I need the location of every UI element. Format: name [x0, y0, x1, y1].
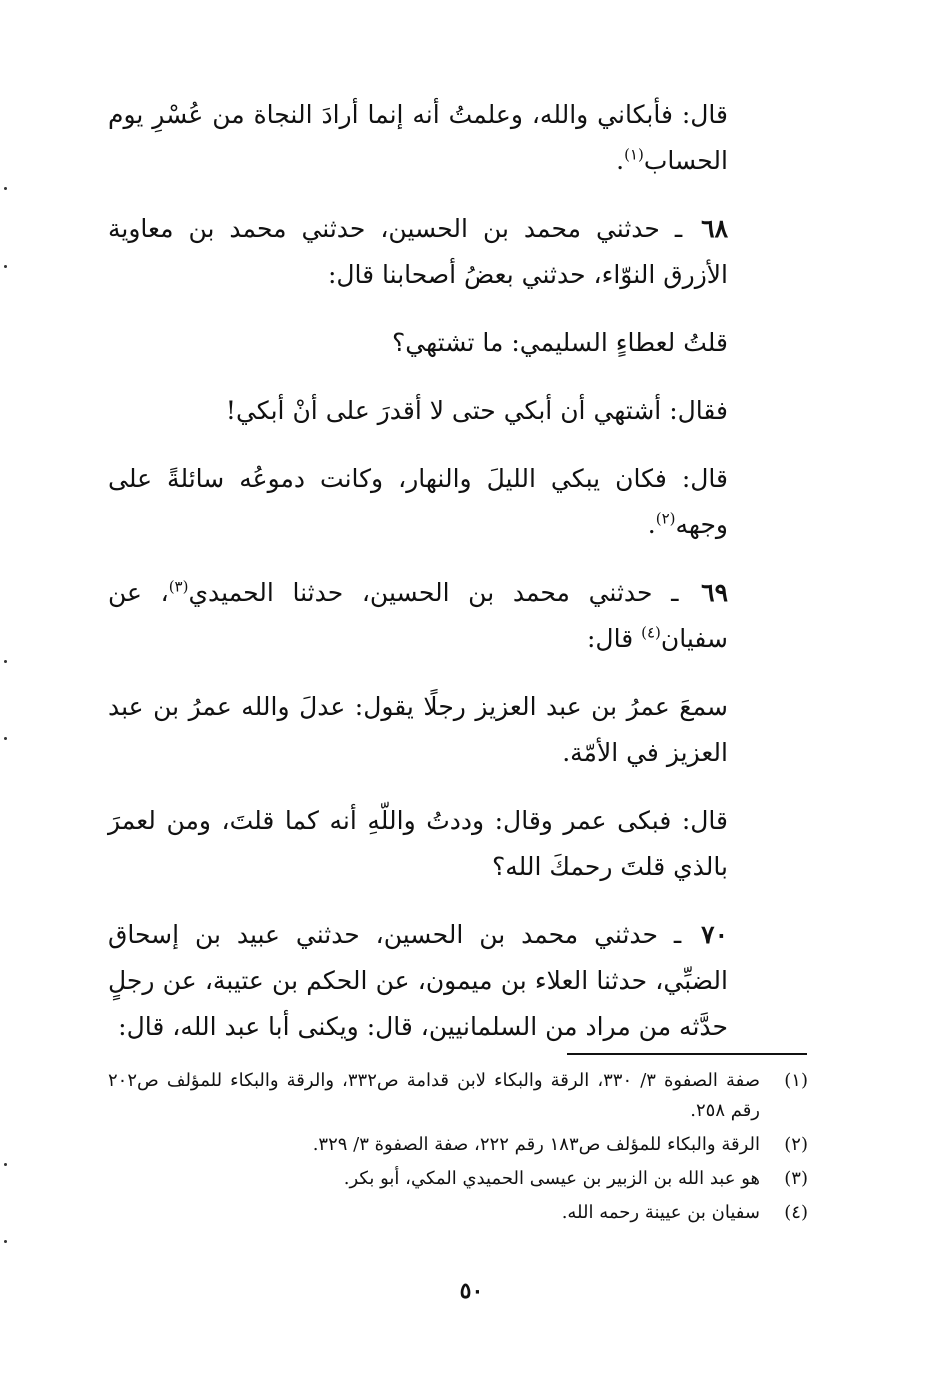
footnote-2 — [108, 1130, 808, 1160]
page-number: ٥٠ — [459, 1278, 484, 1304]
hadith-number-69: ٦٩ — [701, 578, 729, 607]
footnote-number: (٣) — [784, 1168, 808, 1189]
scan-speck — [4, 1240, 7, 1243]
footnote-ref-2[interactable]: (٢) — [655, 509, 676, 528]
footnote-text: الرقة والبكاء للمؤلف ص١٨٣ رقم ٢٢٢، صفة الصفوة ٣/ ٣٢٩. — [312, 1134, 760, 1155]
footnote-ref-1[interactable]: (١) — [624, 145, 644, 164]
scan-speck — [4, 1163, 7, 1166]
paragraph-69: ٦٩ ـ حدثني محمد بن الحسين، حدثنا الحميدي$^{(٣)}$، عن سفيان$^{(٤)}$ قال: — [108, 577, 729, 653]
footnote-ref-4[interactable]: (٤) — [641, 623, 661, 642]
footnote-text: هو عبد الله بن الزبير بن عيسى الحميدي المكي، أبو بكر. — [343, 1168, 760, 1189]
footnote-separator — [567, 1053, 807, 1055]
paragraph-68: ٦٨ ـ حدثني محمد بن الحسين، حدثني محمد بن معاوية الأزرق النوّاء، حدثني بعضُ أصحابنا قال: — [108, 214, 728, 289]
footnote-text: سفيان بن عيينة رحمه الله. — [561, 1202, 760, 1223]
scan-speck — [4, 187, 7, 190]
paragraph-5: قال: فكان يبكي الليلَ والنهار، وكانت دموعُه سائلةً على وجهه$^{(٢)}$. — [108, 464, 728, 539]
scan-speck — [4, 265, 7, 268]
footnote-text: صفة الصفوة ٣/ ٣٣٠، الرقة والبكاء لابن قدامة ص٣٣٢، والرقة والبكاء للمؤلف ص٢٠٢ رقم ٢٥٨. — [108, 1070, 760, 1121]
paragraph-8: قال: فبكى عمر وقال: وددتُ واللّهِ أنه كما قلتَ، ومن لعمرَ بالذي قلتَ رحمكَ الله؟ — [108, 806, 728, 881]
footnote-ref-3[interactable]: (٣) — [168, 577, 189, 596]
paragraph-70: ٧٠ ـ حدثني محمد بن الحسين، حدثني عبيد بن إسحاق الضبِّي، حدثنا العلاء بن ميمون، عن الحكم بن عتيبة، عن رجلٍ حدَّثه من مراد من السلمانيين، قال: ويكنى أبا عبد الله، قال: — [108, 920, 728, 1041]
footnote-1 — [108, 1066, 808, 1126]
paragraph-7: سمعَ عمرُ بن عبد العزيز رجلًا يقول: عدلَ والله عمرُ بن عبد العزيز في الأمّة. — [108, 692, 728, 767]
footnote-3 — [108, 1164, 808, 1194]
main-text — [108, 92, 806, 1072]
paragraph-1: قال: فأبكاني والله، وعلمتُ أنه إنما أرادَ النجاة من عُسْرِ يوم الحساب$^{(١)}$. — [108, 100, 728, 175]
footnote-number: (٤) — [784, 1202, 808, 1223]
footnotes — [108, 1066, 808, 1232]
hadith-number-70: ٧٠ — [701, 920, 728, 949]
hadith-number-68: ٦٨ — [701, 214, 728, 243]
scan-speck — [4, 737, 7, 740]
paragraph-3: قلتُ لعطاءٍ السليمي: ما تشتهي؟ — [392, 328, 728, 357]
paragraph-4: فقال: أشتهي أن أبكي حتى لا أقدرَ على أنْ أبكي! — [225, 396, 728, 425]
scan-speck — [4, 660, 7, 663]
footnote-number: (٢) — [784, 1134, 808, 1155]
footnote-4 — [108, 1198, 808, 1228]
footnote-number: (١) — [784, 1070, 808, 1091]
